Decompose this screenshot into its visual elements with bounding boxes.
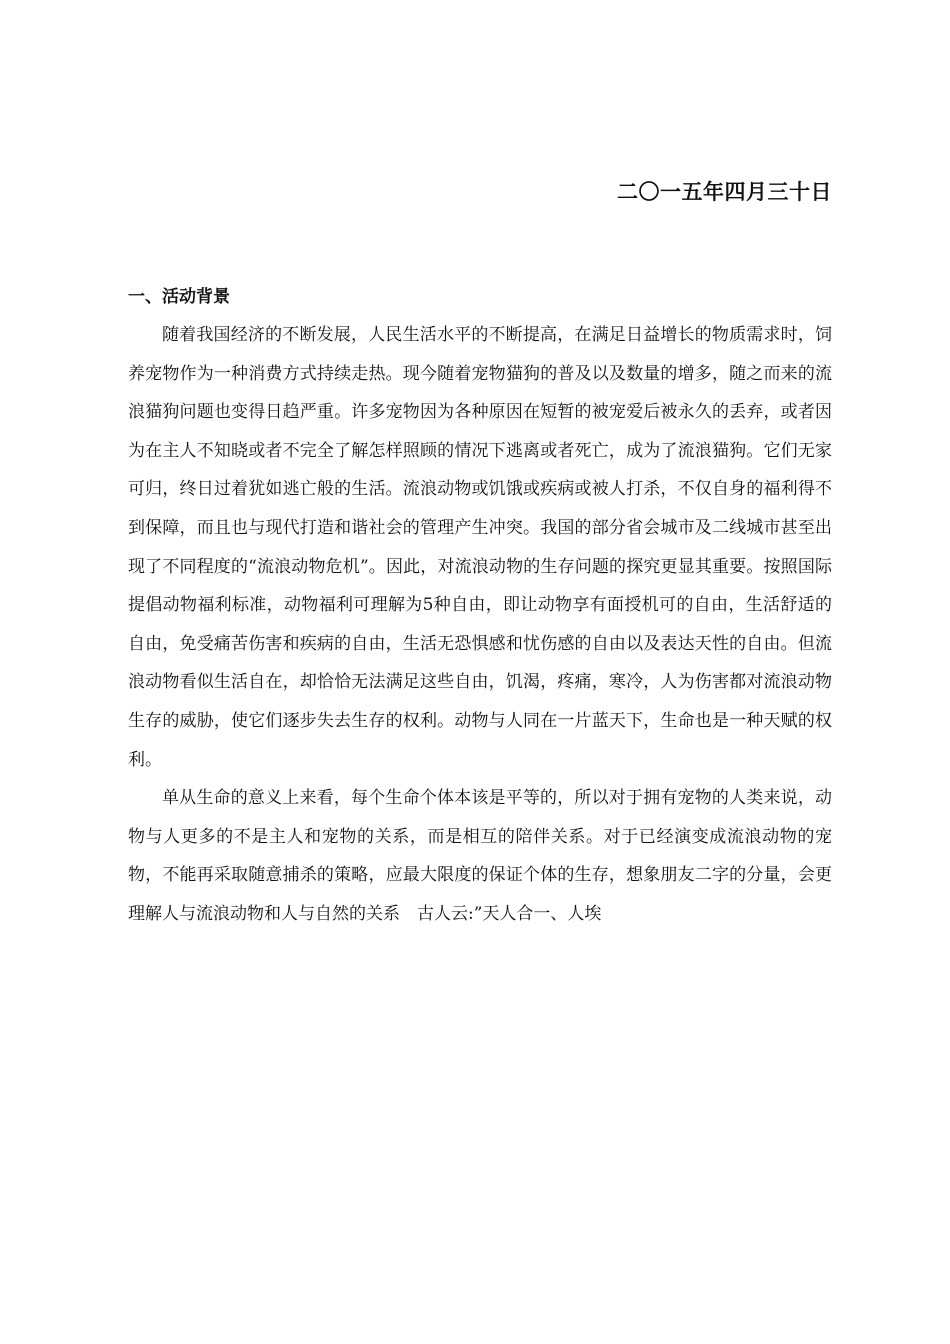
body-text [128,316,832,934]
paragraph-1: 随着我国经济的不断发展，人民生活水平的不断提高，在满足日益增长的物质需求时，饲养宠物作为一种消费方式持续走热。现今随着宠物猫狗的普及以及数量的增多，随之而来的流浪猫狗问题也变得日趋严重。许多宠物因为各种原因在短暂的被宠爱后被永久的丢弃，或者因为在主人不知晓或者不完全了解怎样照顾的情况下逃离或者死亡，成为了流浪猫狗。它们无家可归，终日过着犹如逃亡般的生活。流浪动物或饥饿或疾病或被人打杀，不仅自身的福利得不到保障，而且也与现代打造和谐社会的管理产生冲突。我国的部分省会城市及二线城市甚至出现了不同程度的“流浪动物危机”。因此，对流浪动物的生存问题的探究更显其重要。按照国际提倡动物福利标准，动物福利可理解为5种自由，即让动物享有面授机可的自由，生活舒适的自由，免受痛苦伤害和疾病的自由，生活无恐惧感和忧伤感的自由以及表达天性的自由。但流浪动物看似生活自在，却恰恰无法满足这些自由，饥渴，疼痛，寒冷，人为伤害都对流浪动物生存的威胁，使它们逐步失去生存的权利。动物与人同在一片蓝天下，生命也是一种天赋的权利。 [128,325,832,770]
document-date: 二〇一五年四月三十日 [617,179,832,204]
paragraph-2: 单从生命的意义上来看，每个生命个体本该是平等的，所以对于拥有宠物的人类来说，动物与人更多的不是主人和宠物的关系，而是相互的陪伴关系。对于已经演变成流浪动物的宠物，不能再采取随意捕杀的策略，应最大限度的保证个体的生存，想象朋友二字的分量，会更理解人与流浪动物和人与自然的关系 古人云:”天人合一、人埃 [128,788,832,924]
section-heading: 一、活动背景 [128,287,230,307]
